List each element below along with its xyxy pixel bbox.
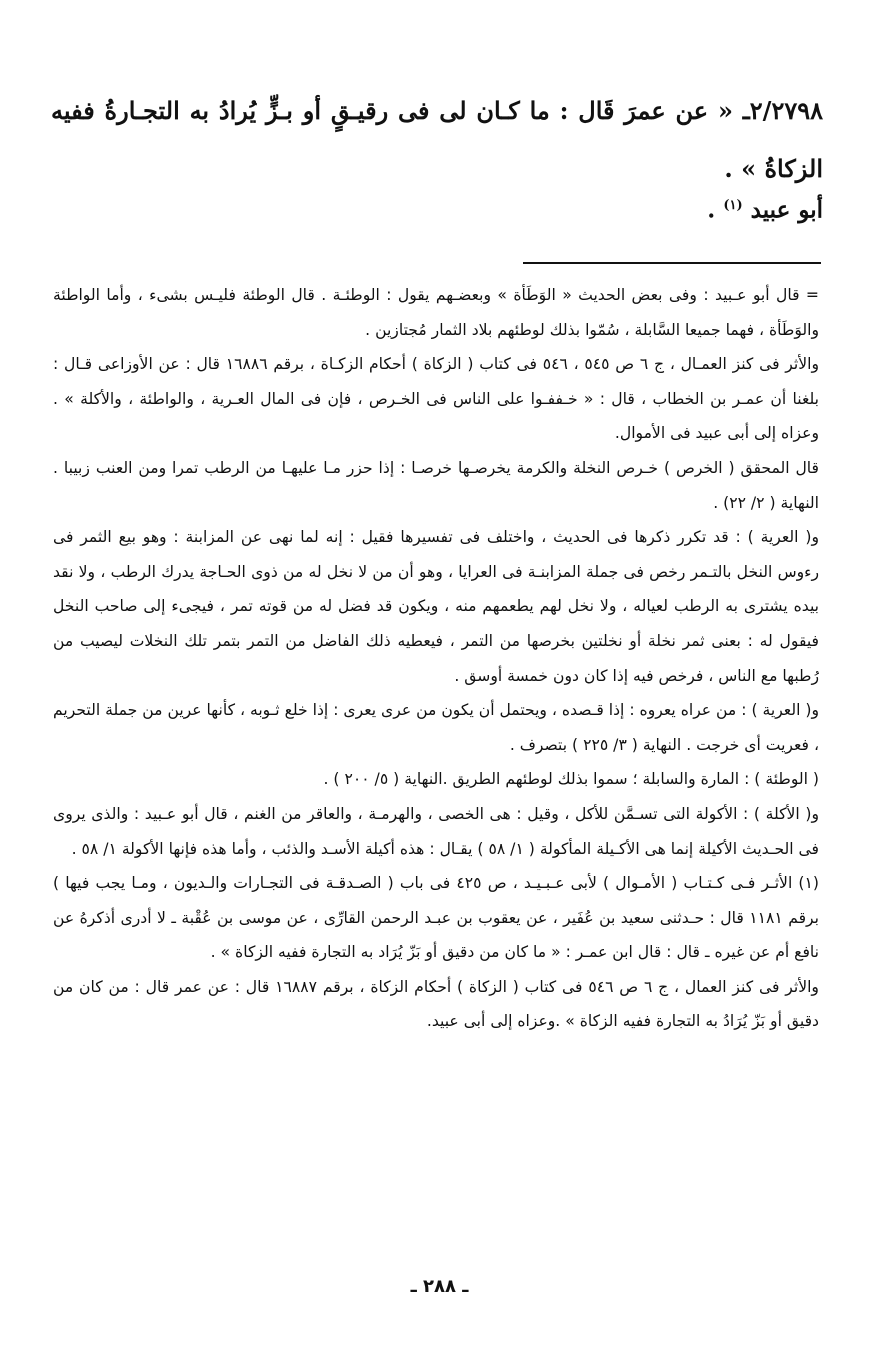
main-text [51,82,823,198]
footnote-paragraph: و( العرية ) : قد تكرر ذكرها فى الحديث ، واختلف فى تفسيرها فقيل : إنه لما نهى عن المزابنة : وهو بيع الثمر فى رءوس النخل بالتـمر رخص فى جملة المزابنـة فى العرايا ، وهو أن من لا نخل له من ذوى الحـاجة يدرك الرطب ، ولا نقد بيده يشترى به الرطب لعياله ، ولا نخل لهم يطعمهم منه ، ويكون قد فضل له من قوته تمر ، فيجىء إلى صاحب النخل فيقول له : بعنى ثمر نخلة أو نخلتين بخرصها من التمر ، فيعطيه ذلك الفاضل من التمر بتمر تلك النخلات ليصيب من رُطبها مع الناس ، فرخص فيه إذا كان دون خمسة أوسق . [53,528,819,685]
footnote-paragraph: والأثر فى كنز العمـال ، ج ٦ ص ٥٤٥ ، ٥٤٦ فى كتاب ( الزكاة ) أحكام الزكـاة ، برقم ١٦٨٨٦ قال : عن الأوزاعى قـال : بلغنا أن عمـر بن الخطاب ، قال : « خـففـوا على الناس فى الخـرص ، فإن فى المال العـرية ، والواطئة ، والأكلة » . وعزاه إلى أبى عبيد فى الأموال. [53,355,819,443]
footnote-paragraph: = قال أبو عـبيد : وفى بعض الحديث « الوَطَأة » وبعضـهم يقول : الوطئـة . قال الوطئة فليـس بشىء ، وأما الواطئة والوَطَأة ، فهما جميعا السَّابلة ، سُمّوا بذلك لوطئهم بلاد الثمار مُجتازين . [53,286,819,339]
footnote-paragraph: والأثر فى كنز العمال ، ج ٦ ص ٥٤٦ فى كتاب ( الزكاة ) أحكام الزكاة ، برقم ١٦٨٨٧ قال : عن عمر قال : من كان من دقيق أو بَزّ يُرَادُ به التجارة ففيه الزكاة » .وعزاه إلى أبى عبيد. [53,977,819,1031]
footnote-paragraph: (١) الأثـر فـى كـتـاب ( الأمـوال ) لأبى عـبـيـد ، ص ٤٢٥ فى باب ( الصـدقـة فى التجـارات والـديون ، ومـا يجب فيها ) برقم ١١٨١ قال : حـدثنى سعيد بن عُفَير ، عن يعقوب بن عبـد الرحمن القارِّى ، عن موسى بن عُقْبة ـ لا أدرى أذكرهُ عن نافع أم عن غيره ـ قال : قال ابن عمـر : « ما كان من دقيق أو بَزّ يُرَاد به التجارة ففيه الزكاة » . [53,874,820,962]
footnote-paragraph: قال المحقق ( الخرص ) خـرص النخلة والكرمة يخرصـها خرصـا : إذا حزر مـا عليهـا من الرطب تمرا ومن العنب زبيبا . النهاية ( ٢/ ٢٢) . [53,458,819,512]
attribution-source: أبو عبيد [750,196,823,224]
footnotes [53,278,819,1039]
footnote-marker: (١) [723,198,743,213]
footnote-divider [523,262,821,264]
footnote-paragraph: و( الأكلة ) : الأكولة التى تسـمَّن للأكل ، وقيل : هى الخصى ، والهرمـة ، والعاقر من الغنم ، قال أبو عـبيد : والذى يروى فى الحـديث الأكيلة إنما هى الأكـيلة المأكولة ( ١/ ٥٨ ) يقـال : هذه أكيلة الأسـد والذئب ، وأما هذه فإنها الأكولة ١/ ٥٨ . [53,804,819,858]
attribution [707,186,823,231]
footnote-paragraph: ( الوطئة ) : المارة والسابلة ؛ سموا بذلك لوطئهم الطريق .النهاية ( ٥/ ٢٠٠ ) . [323,770,819,789]
page-number: ـ ٢٨٨ ـ [410,1276,469,1297]
footnote-paragraph: و( العرية ) : من عراه يعروه : إذا قـصده ، ويحتمل أن يكون من عرى يعرى : إذا خلع ثـوبه ، كأنها عرين من جملة التحريم ، فعريت أى خرجت . النهاية ( ٣/ ٢٢٥ ) بتصرف . [53,701,819,754]
attribution-end: . [707,196,716,224]
hadith-text: ٢/٢٧٩٨ـ « عن عمرَ قَال : ما كـان لى فى رقيـقٍ أو بـزٍّ يُرادُ به التجـارةُ ففيه الزكاةُ » . [51,96,823,183]
